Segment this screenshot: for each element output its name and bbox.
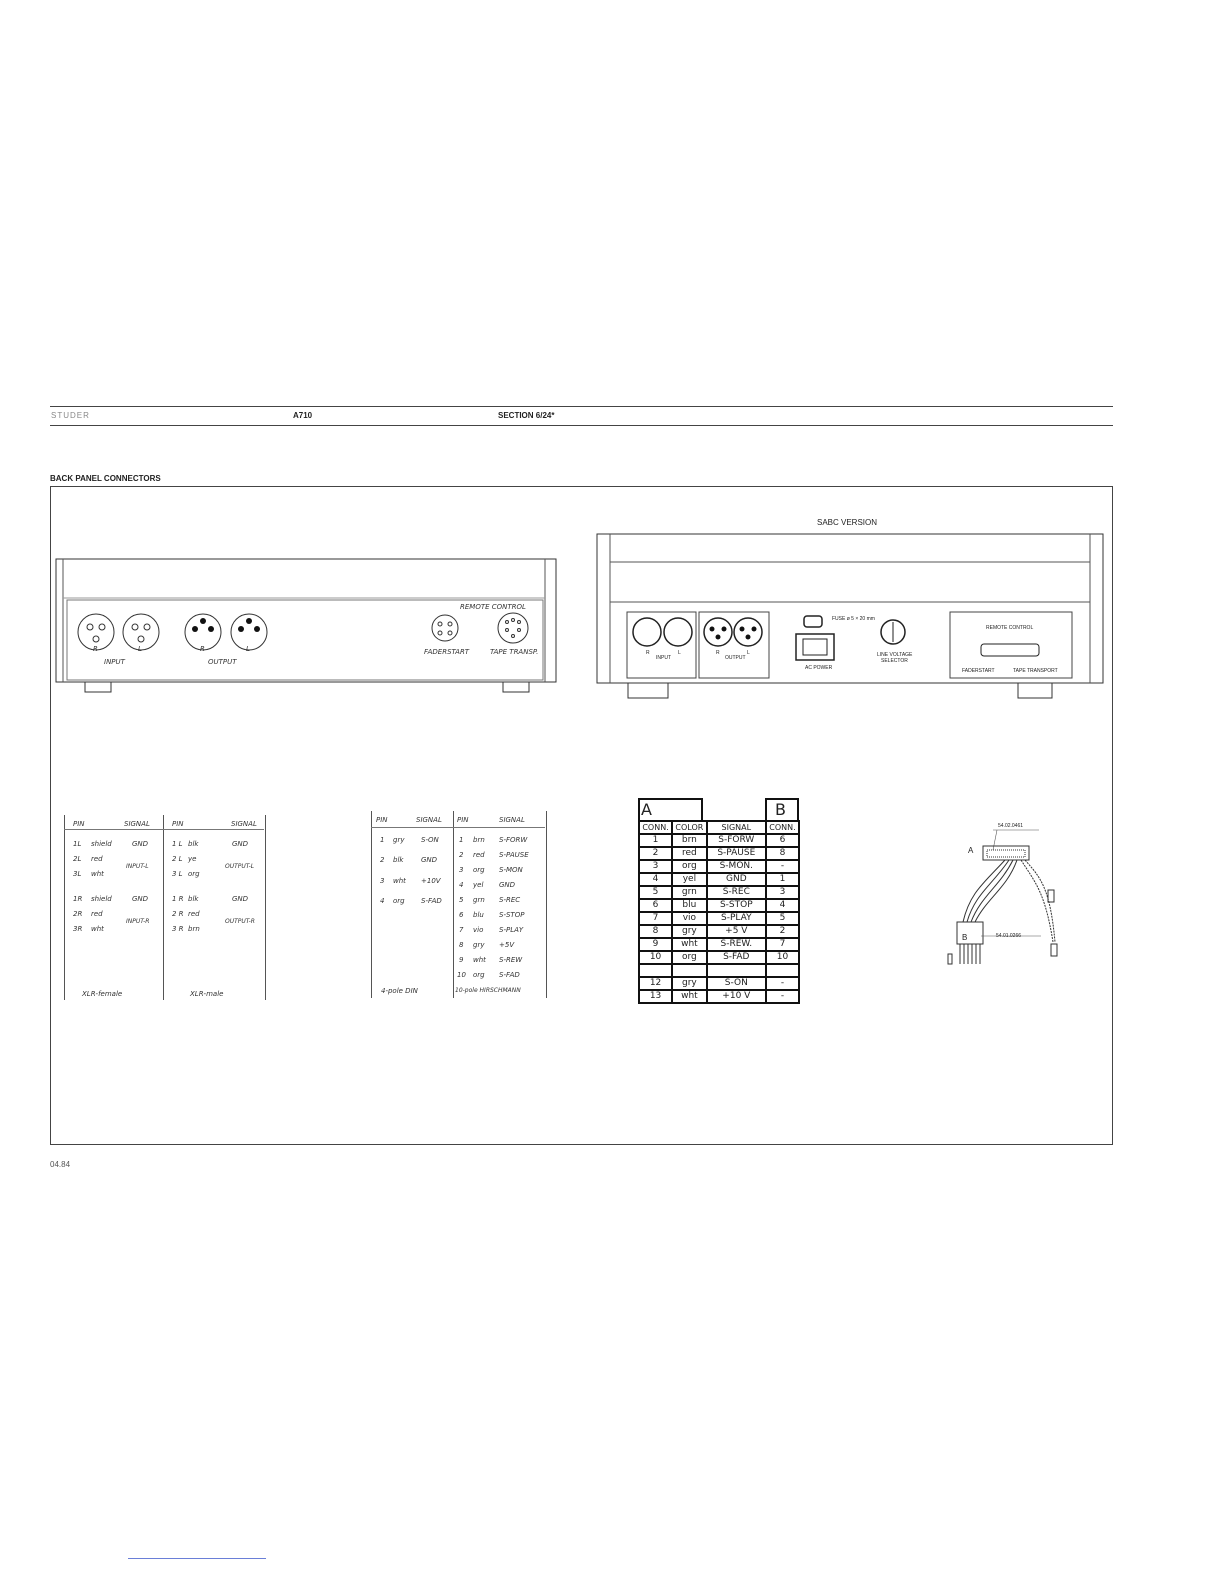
cable-part-bottom: 54.01.0266	[996, 933, 1022, 939]
hir-color: yel	[473, 881, 484, 889]
wiring-cell	[672, 964, 707, 977]
din-h0: PIN	[376, 816, 388, 824]
wiring-cell: 2	[766, 925, 799, 938]
din-h3: SIGNAL	[499, 816, 525, 824]
xlr-f-color: shield	[91, 895, 112, 903]
xlr-f-pin: 2R	[73, 910, 83, 918]
table-row	[639, 873, 799, 886]
din-footer: 4-pole DIN	[381, 987, 418, 995]
din-pin: 4	[380, 897, 385, 905]
wiring-cell	[707, 964, 766, 977]
sabc-fuse: FUSE ø 5 × 20 mm	[832, 616, 875, 622]
xlr-f-group: INPUT-R	[126, 918, 150, 925]
table-row	[639, 951, 799, 964]
wiring-cell: S-REC	[707, 886, 766, 899]
xlr-m-group: OUTPUT-R	[225, 918, 255, 925]
wiring-cell: S-STOP	[707, 899, 766, 912]
xlr-f-pin: 2L	[73, 855, 82, 863]
wiring-cell: yel	[672, 873, 707, 886]
wiring-cell: vio	[672, 912, 707, 925]
sabc-r2: R	[716, 650, 720, 656]
wiring-cell: 1	[639, 834, 672, 847]
wiring-cell: S-REW.	[707, 938, 766, 951]
footer-rule	[128, 1558, 266, 1559]
sabc-line-voltage: LINE VOLTAGE	[877, 652, 913, 658]
wiring-cell: red	[672, 847, 707, 860]
hir-footer: 10-pole HIRSCHMANN	[455, 987, 521, 994]
hir-pin: 6	[459, 911, 464, 919]
sabc-remote: REMOTE CONTROL	[986, 625, 1034, 631]
model-label: A710	[293, 411, 313, 420]
wiring-cell: 8	[766, 847, 799, 860]
xlr-f-color: shield	[91, 840, 112, 848]
sabc-l1: L	[678, 650, 681, 656]
din-pin: 2	[380, 856, 385, 864]
hir-color: gry	[473, 941, 485, 949]
sabc-faderstart: FADERSTART	[962, 668, 995, 674]
xlr-f-pin: 1L	[73, 840, 82, 848]
xlr-h1: SIGNAL	[124, 820, 150, 828]
hir-signal: S-FORW	[499, 836, 528, 844]
hir-signal: GND	[499, 881, 516, 889]
xlr-h2: PIN	[172, 820, 184, 828]
page-title: BACK PANEL CONNECTORS	[50, 474, 161, 483]
din-color: blk	[393, 856, 404, 864]
din-signal: S-ON	[421, 836, 439, 844]
sabc-l2: L	[747, 650, 750, 656]
xlr-m-pin: 2 L	[172, 855, 183, 863]
panel-left-r2: R	[200, 645, 205, 653]
wiring-cell: 8	[639, 925, 672, 938]
panel-left-tape: TAPE TRANSP.	[490, 648, 539, 656]
wiring-cell: 12	[639, 977, 672, 990]
wiring-cell: org	[672, 951, 707, 964]
wiring-cell	[639, 964, 672, 977]
panel-left-remote-label: REMOTE CONTROL	[460, 603, 526, 611]
hir-pin: 2	[459, 851, 464, 859]
panel-left-output: OUTPUT	[208, 658, 237, 666]
wiring-cell: 9	[639, 938, 672, 951]
sabc-selector: SELECTOR	[881, 658, 908, 664]
hir-pin: 10	[457, 971, 466, 979]
wiring-cell: -	[766, 977, 799, 990]
cable-label-a: A	[968, 846, 974, 855]
xlr-h0: PIN	[73, 820, 85, 828]
din-color: org	[393, 897, 405, 905]
xlr-pin-table	[64, 815, 266, 1000]
back-panel-standard	[55, 556, 560, 696]
din-color: wht	[393, 877, 406, 885]
wiring-cell: gry	[672, 925, 707, 938]
xlr-m-pin: 3 R	[172, 925, 184, 933]
wiring-cell: 10	[766, 951, 799, 964]
wiring-cell: -	[766, 860, 799, 873]
xlr-f-signal: GND	[132, 840, 149, 848]
sabc-output: OUTPUT	[725, 655, 746, 661]
wiring-cell: 2	[639, 847, 672, 860]
xlr-footer-male: XLR-male	[190, 990, 224, 998]
wiring-cell: 13	[639, 990, 672, 1003]
hir-pin: 5	[459, 896, 464, 904]
wiring-cell: S-ON	[707, 977, 766, 990]
hir-color: grn	[473, 896, 485, 904]
footer-date: 04.84	[50, 1160, 71, 1169]
xlr-f-pin: 1R	[73, 895, 83, 903]
xlr-m-pin: 2 R	[172, 910, 184, 918]
wiring-cell: S-FAD	[707, 951, 766, 964]
cable-part-top: 54.02.0461	[998, 823, 1024, 829]
panel-left-r1: R	[93, 645, 98, 653]
wiring-box-b	[765, 798, 799, 820]
din-pin: 1	[380, 836, 385, 844]
wiring-cell: org	[672, 860, 707, 873]
wiring-cell: 7	[639, 912, 672, 925]
hir-color: brn	[473, 836, 485, 844]
xlr-m-pin: 1 R	[172, 895, 184, 903]
wiring-cell: wht	[672, 938, 707, 951]
hir-color: vio	[473, 926, 484, 934]
xlr-m-color: blk	[188, 840, 199, 848]
hir-color: wht	[473, 956, 486, 964]
wiring-cell: GND	[707, 873, 766, 886]
sabc-r1: R	[646, 650, 650, 656]
wiring-cell: 6	[639, 899, 672, 912]
xlr-m-color: ye	[188, 855, 197, 863]
hir-pin: 1	[459, 836, 464, 844]
wiring-cell: gry	[672, 977, 707, 990]
xlr-m-color: org	[188, 870, 200, 878]
hir-signal: S-REC	[499, 896, 521, 904]
hir-pin: 4	[459, 881, 464, 889]
wiring-cell: brn	[672, 834, 707, 847]
xlr-footer-female: XLR-female	[82, 990, 123, 998]
wiring-cell: 3	[639, 860, 672, 873]
wiring-h2: SIGNAL	[707, 821, 766, 834]
wiring-cell: wht	[672, 990, 707, 1003]
wiring-cell: 7	[766, 938, 799, 951]
wiring-cell: 6	[766, 834, 799, 847]
xlr-m-pin: 3 L	[172, 870, 183, 878]
table-row	[639, 821, 799, 834]
wiring-label-b: B	[775, 800, 786, 819]
wiring-cell	[766, 964, 799, 977]
xlr-f-color: wht	[91, 925, 104, 933]
wiring-cell: blu	[672, 899, 707, 912]
hir-pin: 8	[459, 941, 464, 949]
table-row	[639, 860, 799, 873]
din-pin-table	[371, 811, 547, 998]
table-row	[639, 990, 799, 1003]
din-pin: 3	[380, 877, 385, 885]
panel-left-l2: L	[246, 645, 250, 653]
xlr-f-pin: 3L	[73, 870, 82, 878]
hir-pin: 7	[459, 926, 464, 934]
din-signal: GND	[421, 856, 438, 864]
xlr-f-signal: GND	[132, 895, 149, 903]
xlr-f-pin: 3R	[73, 925, 83, 933]
xlr-m-color: blk	[188, 895, 199, 903]
wiring-cell: grn	[672, 886, 707, 899]
xlr-f-group: INPUT-L	[126, 863, 149, 870]
hir-signal: S-STOP	[499, 911, 525, 919]
panel-left-input: INPUT	[104, 658, 125, 666]
table-row	[639, 847, 799, 860]
xlr-h3: SIGNAL	[231, 820, 257, 828]
wiring-table	[638, 820, 800, 1004]
hir-pin: 3	[459, 866, 464, 874]
wiring-cell: 10	[639, 951, 672, 964]
table-row	[639, 899, 799, 912]
wiring-cell: S-PAUSE	[707, 847, 766, 860]
table-row	[639, 977, 799, 990]
section-label: SECTION 6/24*	[498, 411, 555, 420]
wiring-cell: -	[766, 990, 799, 1003]
xlr-f-color: wht	[91, 870, 104, 878]
table-row	[639, 886, 799, 899]
din-h1: SIGNAL	[416, 816, 442, 824]
panel-left-l1: L	[138, 645, 142, 653]
table-row	[639, 964, 799, 977]
hir-color: blu	[473, 911, 484, 919]
wiring-label-a: A	[641, 800, 652, 819]
hir-color: org	[473, 971, 485, 979]
hir-pin: 9	[459, 956, 464, 964]
panel-left-faderstart: FADERSTART	[424, 648, 470, 656]
din-signal: S-FAD	[421, 897, 442, 905]
din-signal: +10V	[421, 877, 441, 885]
wiring-cell: 5	[766, 912, 799, 925]
din-color: gry	[393, 836, 405, 844]
xlr-m-color: brn	[188, 925, 200, 933]
sabc-ac-power: AC POWER	[805, 665, 833, 671]
hir-color: red	[473, 851, 485, 859]
hir-signal: S-REW	[499, 956, 523, 964]
brand-logo: STUDER	[51, 411, 90, 420]
hir-signal: S-PAUSE	[499, 851, 529, 859]
xlr-m-color: red	[188, 910, 200, 918]
wiring-cell: +5 V	[707, 925, 766, 938]
wiring-cell: 4	[639, 873, 672, 886]
table-row	[639, 925, 799, 938]
hir-color: org	[473, 866, 485, 874]
wiring-h3: CONN.	[766, 821, 799, 834]
wiring-h1: COLOR	[672, 821, 707, 834]
xlr-m-group: OUTPUT-L	[225, 863, 255, 870]
table-row	[639, 938, 799, 951]
din-h2: PIN	[457, 816, 469, 824]
xlr-f-color: red	[91, 910, 103, 918]
sabc-tape: TAPE TRANSPORT	[1013, 668, 1058, 674]
cable-diagram	[945, 822, 1065, 982]
hir-signal: +5V	[499, 941, 515, 949]
wiring-cell: 5	[639, 886, 672, 899]
hir-signal: S-MON	[499, 866, 523, 874]
wiring-cell: S-MON.	[707, 860, 766, 873]
hir-signal: S-PLAY	[499, 926, 524, 934]
sabc-title: SABC VERSION	[817, 518, 878, 527]
wiring-cell: S-FORW	[707, 834, 766, 847]
wiring-box-a	[638, 798, 703, 820]
xlr-m-signal: GND	[232, 895, 249, 903]
wiring-cell: 1	[766, 873, 799, 886]
hir-signal: S-FAD	[499, 971, 520, 979]
wiring-cell: 3	[766, 886, 799, 899]
table-row	[639, 834, 799, 847]
wiring-cell: S-PLAY	[707, 912, 766, 925]
table-row	[639, 912, 799, 925]
wiring-cell: +10 V	[707, 990, 766, 1003]
xlr-m-pin: 1 L	[172, 840, 183, 848]
xlr-m-signal: GND	[232, 840, 249, 848]
sabc-input: INPUT	[656, 655, 671, 661]
xlr-f-color: red	[91, 855, 103, 863]
wiring-h0: CONN.	[639, 821, 672, 834]
wiring-cell: 4	[766, 899, 799, 912]
cable-label-b: B	[962, 933, 968, 942]
